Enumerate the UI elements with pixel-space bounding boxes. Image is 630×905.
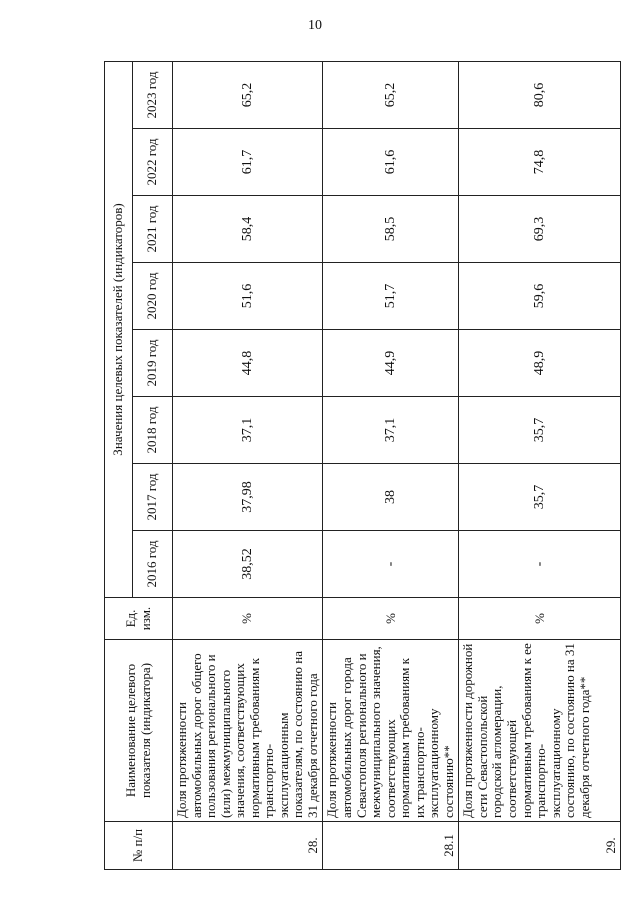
row-value: 51,7 [323, 263, 459, 330]
header-year: 2021 год [133, 196, 173, 263]
header-unit: Ед. изм. [105, 598, 173, 640]
row-value: 58,5 [323, 196, 459, 263]
table-row [323, 61, 459, 869]
header-year: 2023 год [133, 61, 173, 128]
row-value: 74,8 [459, 129, 621, 196]
table-row [173, 61, 323, 869]
row-value: - [459, 531, 621, 598]
row-value: 38 [323, 464, 459, 531]
row-value: - [323, 531, 459, 598]
header-name: Наименование целевого показателя (индикатора) [105, 640, 173, 822]
header-values-group: Значения целевых показателей (индикаторов) [105, 61, 133, 597]
row-value: 35,7 [459, 464, 621, 531]
row-value: 59,6 [459, 263, 621, 330]
row-num: 28. [173, 822, 323, 870]
row-value: 48,9 [459, 330, 621, 397]
header-year: 2020 год [133, 263, 173, 330]
row-value: 44,9 [323, 330, 459, 397]
indicator-table [104, 62, 618, 870]
row-name: Доля протяженности автомобильных дорог общего пользования регионального и (или) межмуниципального значения, соответствующих нормативным требованиям к транспортно-эксплуатационным показателям, по состоянию на 31 декабря отчетного года [173, 640, 323, 822]
row-num: 28.1 [323, 822, 459, 870]
row-value: 58,4 [173, 196, 323, 263]
row-value: 38,52 [173, 531, 323, 598]
row-unit: % [323, 598, 459, 640]
header-year: 2016 год [133, 531, 173, 598]
row-value: 35,7 [459, 397, 621, 464]
row-value: 61,6 [323, 129, 459, 196]
header-num: № п/п [105, 822, 173, 870]
row-value: 37,1 [323, 397, 459, 464]
row-value: 37,98 [173, 464, 323, 531]
row-value: 65,2 [323, 61, 459, 128]
row-value: 37,1 [173, 397, 323, 464]
row-unit: % [173, 598, 323, 640]
header-year: 2017 год [133, 464, 173, 531]
header-year: 2019 год [133, 330, 173, 397]
header-year: 2022 год [133, 129, 173, 196]
row-num: 29. [459, 822, 621, 870]
header-year: 2018 год [133, 397, 173, 464]
row-value: 65,2 [173, 61, 323, 128]
row-value: 61,7 [173, 129, 323, 196]
row-name: Доля протяженности автомобильных дорог города Севастополя регионального и межмуниципального значения, соответствующих нормативным требованиям к их транспортно-эксплуатационному состоянию** [323, 640, 459, 822]
row-value: 69,3 [459, 196, 621, 263]
row-value: 44,8 [173, 330, 323, 397]
page-number: 10 [308, 18, 322, 33]
row-name: Доля протяженности дорожной сети Севастопольской городской агломерации, соответствующей нормативным требованиям к ее транспортно-эксплуатационному состоянию, по состоянию на 31 декабря отчетного года** [459, 640, 621, 822]
row-unit: % [459, 598, 621, 640]
row-value: 80,6 [459, 61, 621, 128]
table-row [459, 61, 621, 869]
row-value: 51,6 [173, 263, 323, 330]
rotated-table-container [104, 62, 618, 870]
